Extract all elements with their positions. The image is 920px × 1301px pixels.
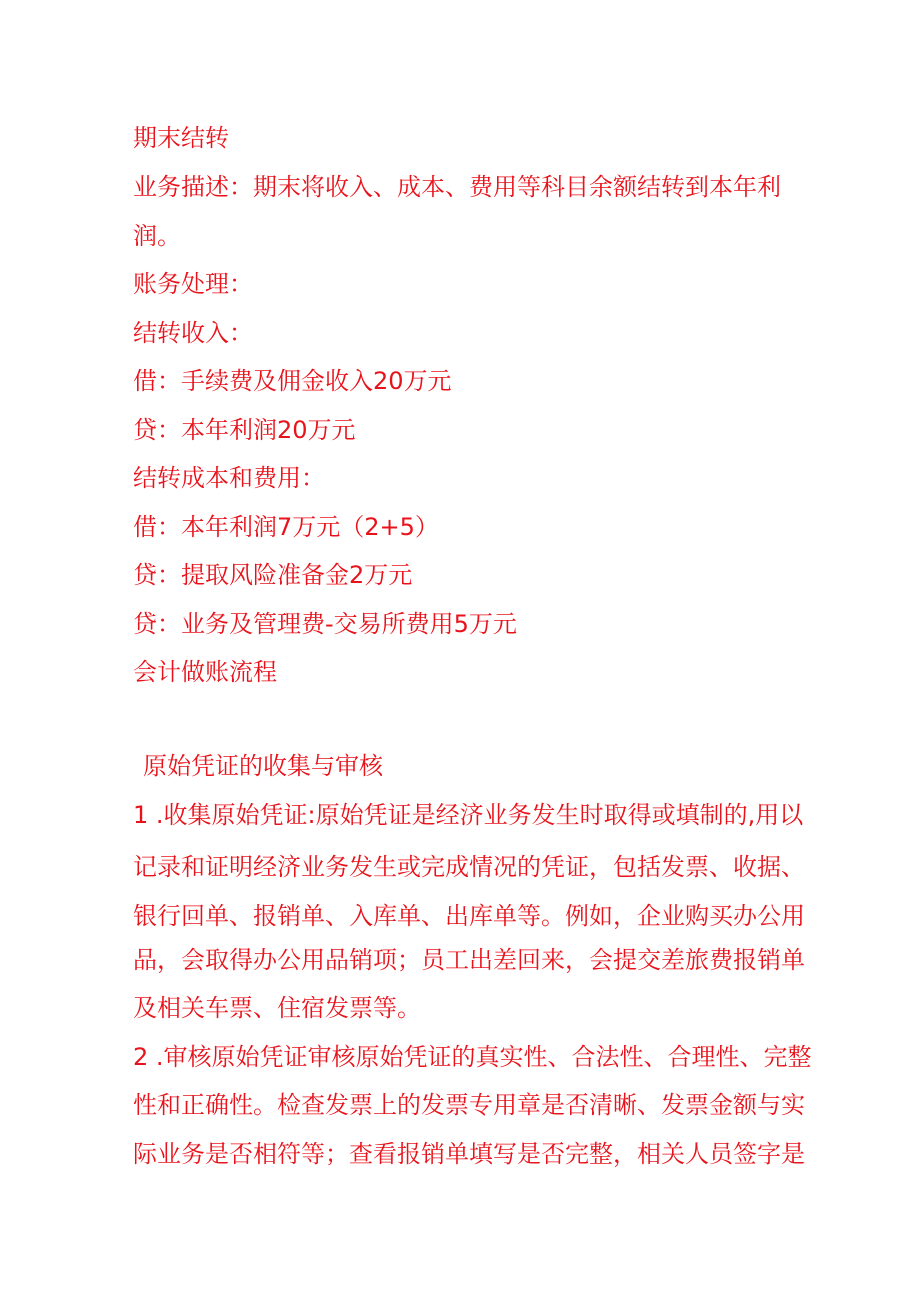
process-title: 会计做账流程: [133, 658, 277, 686]
paragraph-2-line-2: 性和正确性。检查发票上的发票专用章是否清晰、发票金额与实: [133, 1091, 805, 1119]
paragraph-1-line-2: 记录和证明经济业务发生或完成情况的凭证，包括发票、收据、: [133, 853, 805, 881]
cost-debit-entry: 借：本年利润7万元（2+5）: [133, 513, 439, 541]
cost-heading: 结转成本和费用：: [133, 464, 325, 492]
paragraph-1-line-3: 银行回单、报销单、入库单、出库单等。例如，企业购买办公用: [133, 902, 805, 930]
paragraph-1-line-4: 品，会取得办公用品销项；员工出差回来，会提交差旅费报销单: [133, 946, 805, 974]
income-credit-entry: 贷：本年利润20万元: [133, 416, 356, 444]
cost-credit-entry-1: 贷：提取风险准备金2万元: [133, 561, 413, 589]
description-line-1: 业务描述：期末将收入、成本、费用等科目余额结转到本年利: [133, 173, 781, 201]
description-line-2: 润。: [133, 222, 181, 250]
paragraph-1-line-5: 及相关车票、住宿发票等。: [133, 994, 421, 1022]
document-title: 期末结转: [133, 124, 229, 152]
income-debit-entry: 借：手续费及佣金收入20万元: [133, 367, 452, 395]
paragraph-2-line-3: 际业务是否相符等；查看报销单填写是否完整，相关人员签字是: [133, 1140, 805, 1168]
paragraph-1-line-1: 1 .收集原始凭证:原始凭证是经济业务发生时取得或填制的,用以: [133, 801, 804, 829]
cost-credit-entry-2: 贷：业务及管理费-交易所费用5万元: [133, 610, 517, 638]
accounting-label: 账务处理：: [133, 270, 253, 298]
paragraph-2-line-1: 2 .审核原始凭证审核原始凭证的真实性、合法性、合理性、完整: [133, 1043, 812, 1071]
income-heading: 结转收入：: [133, 319, 253, 347]
section-title: 原始凭证的收集与审核: [143, 752, 383, 780]
